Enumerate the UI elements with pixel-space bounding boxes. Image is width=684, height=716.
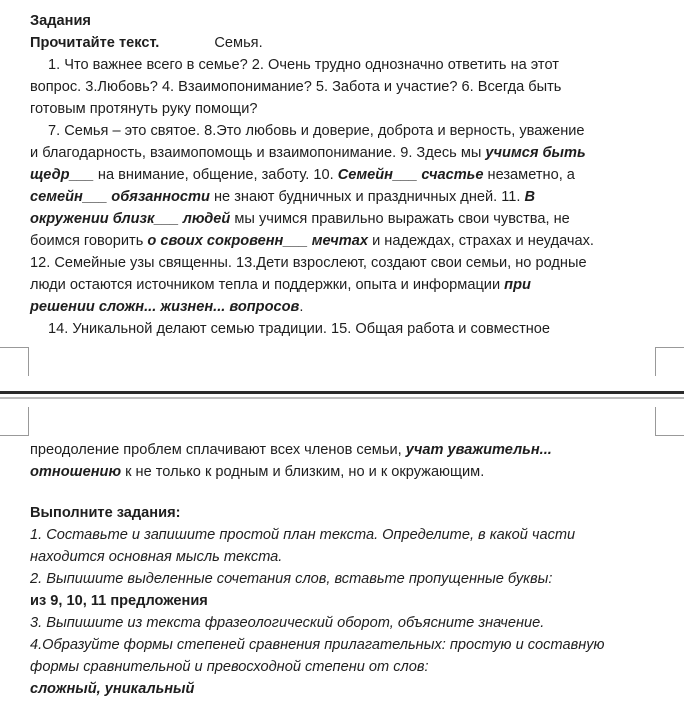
text-line-11 <box>30 275 531 297</box>
text-line-12 <box>30 297 303 319</box>
crop-mark <box>655 347 684 376</box>
text-plain: и благодарность, взаимопомощь и взаимопонимание. 9. Здесь мы <box>30 145 486 161</box>
text-plain: боимся говорить <box>30 233 148 249</box>
text-plain: и надеждах, страхах и неудачах. <box>368 233 594 249</box>
highlighted-phrase: учимся быть <box>485 145 586 161</box>
task-4-words: сложный, уникальный <box>30 681 195 697</box>
highlighted-phrase: щедр___ <box>30 167 94 183</box>
highlighted-phrase: Семейн___ счастье <box>337 167 484 183</box>
text-plain: преодоление проблем сплачивают всех членов семьи, <box>30 442 406 458</box>
task-3: 3. Выпишите из текста фразеологический оборот, объясните значение. <box>30 615 545 631</box>
text-line-9 <box>30 231 594 253</box>
text-line-3: готовым протянуть руку помощи? <box>30 101 258 117</box>
task-1-line-1: 1. Составьте и запишите простой план текста. Определите, в какой части <box>30 527 576 543</box>
page-break-divider-shadow <box>0 397 684 399</box>
text-plain: люди остаются источником тепла и поддержки, опыта и информации <box>30 277 505 293</box>
highlighted-phrase: решении сложн... жизнен... вопросов <box>30 299 300 315</box>
text-line-8 <box>30 209 570 231</box>
text-plain: к не только к родным и близким, но и к окружающим. <box>121 464 485 480</box>
highlighted-phrase: отношению <box>30 464 122 480</box>
task-2: 2. Выпишите выделенные сочетания слов, вставьте пропущенные буквы: <box>30 571 553 587</box>
task-4-line-2: формы сравнительной и превосходной степени от слов: <box>30 659 429 675</box>
task-1-line-2: находится основная мысль текста. <box>30 549 283 565</box>
highlighted-phrase: при <box>504 277 531 293</box>
crop-mark <box>0 407 29 436</box>
text-plain: мы учимся правильно выражать свои чувства, не <box>230 211 570 227</box>
highlighted-phrase: семейн___ обязанности <box>30 189 210 205</box>
tasks-title: Задания <box>30 13 91 29</box>
instruction-line <box>30 33 263 55</box>
highlighted-phrase: В <box>524 189 536 205</box>
crop-mark <box>655 407 684 436</box>
highlighted-phrase: о своих сокровенн___ мечтах <box>147 233 369 249</box>
text-line-13: 14. Уникальной делают семью традиции. 15. Общая работа и совместное <box>48 321 551 337</box>
text-line-5 <box>30 143 586 165</box>
highlighted-phrase: учат уважительн... <box>405 442 552 458</box>
text-plain: на внимание, общение, заботу. 10. <box>93 167 338 183</box>
tasks-heading: Выполните задания: <box>30 505 181 521</box>
read-instruction: Прочитайте текст. <box>30 35 160 51</box>
highlighted-phrase: окружении близк___ людей <box>30 211 231 227</box>
text-plain: не знают будничных и праздничных дней. 11. <box>209 189 525 205</box>
text-line-6 <box>30 165 575 187</box>
text-line-1: 1. Что важнее всего в семье? 2. Очень трудно однозначно ответить на этот <box>48 57 559 73</box>
text-plain: . <box>299 299 304 315</box>
task-4-line-1: 4.Образуйте формы степеней сравнения прилагательных: простую и составную <box>30 637 605 653</box>
text-title: Семья. <box>214 35 263 51</box>
text-line-2: вопрос. 3.Любовь? 4. Взаимопонимание? 5. Забота и участие? 6. Всегда быть <box>30 79 562 95</box>
text-line-10: 12. Семейные узы священны. 13.Дети взрослеют, создают свои семьи, но родные <box>30 255 587 271</box>
text-line-4: 7. Семья – это святое. 8.Это любовь и доверие, доброта и верность, уважение <box>48 123 585 139</box>
text-line-15 <box>30 462 484 484</box>
crop-mark <box>0 347 29 376</box>
text-line-7 <box>30 187 535 209</box>
text-line-14 <box>30 440 552 462</box>
task-2-note: из 9, 10, 11 предложения <box>30 593 208 609</box>
text-plain: незаметно, а <box>483 167 575 183</box>
page-break-divider <box>0 391 684 394</box>
